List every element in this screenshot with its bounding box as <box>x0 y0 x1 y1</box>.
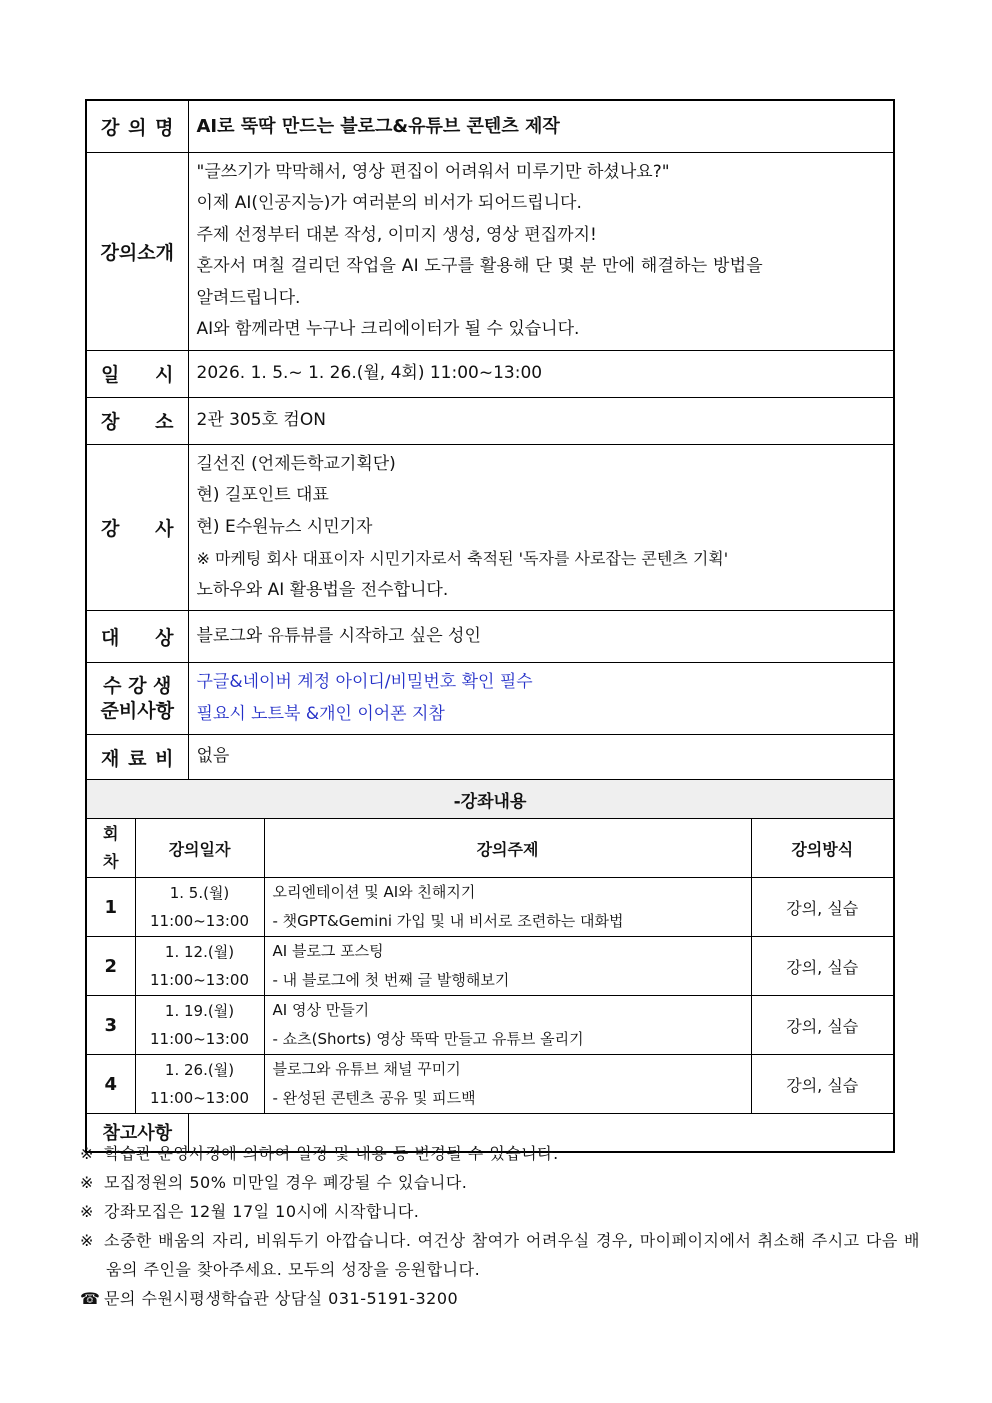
note-text: 학습관 운영사정에 의하여 일정 및 내용 등 변경될 수 있습니다. <box>104 1144 559 1163</box>
date-label: 일 시 <box>86 350 188 397</box>
note-text: 강좌모집은 12월 17일 10시에 시작합니다. <box>104 1202 420 1221</box>
session-topic-title: 오리엔테이션 및 AI와 친해지기 <box>272 883 476 901</box>
reference-mark-icon: ※ <box>80 1231 94 1250</box>
intro-label: 강의소개 <box>86 152 188 350</box>
phone-icon: ☎ <box>80 1289 101 1308</box>
preparation-item: 필요시 노트북 &개인 이어폰 지참 <box>196 703 445 724</box>
note-text: 모집정원의 50% 미만일 경우 폐강될 수 있습니다. <box>104 1173 468 1192</box>
instructor-line: 현) E수원뉴스 시민기자 <box>196 516 373 537</box>
session-topic-title: AI 블로그 포스팅 <box>272 942 384 960</box>
contact-line <box>80 1284 920 1313</box>
session-topic <box>264 878 751 937</box>
intro-line: 알려드립니다. <box>196 287 301 308</box>
reference-mark-icon: ※ <box>80 1173 94 1192</box>
intro-line: 이제 AI(인공지능)가 여러분의 비서가 되어드립니다. <box>196 193 582 213</box>
preparation-item: 구글&네이버 계정 아이디/비밀번호 확인 필수 <box>196 672 533 692</box>
preparation-list <box>188 663 894 735</box>
session-date <box>135 1055 264 1114</box>
note-item <box>80 1226 920 1284</box>
reference-label: 참고사항 <box>86 1114 188 1152</box>
header-session-line: 차 <box>103 852 119 871</box>
session-topic <box>264 996 751 1055</box>
session-number: 2 <box>86 937 135 996</box>
session-number: 3 <box>86 996 135 1055</box>
header-method: 강의방식 <box>751 819 894 878</box>
schedule-header-row <box>86 819 894 878</box>
session-date <box>135 996 264 1055</box>
instructor-line: 현) 길포인트 대표 <box>196 485 329 505</box>
session-method: 강의, 실습 <box>751 878 894 937</box>
row-intro <box>86 152 894 350</box>
session-number: 1 <box>86 878 135 937</box>
session-method: 강의, 실습 <box>751 996 894 1055</box>
intro-line: 혼자서 며칠 걸리던 작업을 AI 도구를 활용해 단 몇 분 만에 해결하는 방법을 <box>196 256 763 276</box>
session-method: 강의, 실습 <box>751 937 894 996</box>
session-topic-detail: - 챗GPT&Gemini 가입 및 내 비서로 조련하는 대화법 <box>272 912 624 930</box>
notes-section <box>80 1139 920 1313</box>
course-date: 2026. 1. 5.~ 1. 26.(월, 4회) 11:00~13:00 <box>188 350 894 397</box>
instructor-line: 노하우와 AI 활용법을 전수합니다. <box>196 579 449 600</box>
note-item <box>80 1139 920 1168</box>
session-topic-title: AI 영상 만들기 <box>272 1001 370 1019</box>
row-preparation <box>86 663 894 735</box>
session-time: 11:00~13:00 <box>149 912 250 930</box>
row-title <box>86 100 894 152</box>
row-place <box>86 397 894 444</box>
preparation-label <box>86 663 188 735</box>
contact-text: 문의 수원시평생학습관 상담실 031-5191-3200 <box>104 1289 459 1308</box>
session-day: 1. 26.(월) <box>164 1061 235 1079</box>
note-text: 소중한 배움의 자리, 비워두기 아깝습니다. 여건상 참여가 어려우실 경우, 마이페이지에서 취소해 주시고 다음 배움의 주인을 찾아주세요. 모두의 성장을 응원합니다. <box>104 1231 920 1279</box>
session-day: 1. 12.(월) <box>164 943 235 961</box>
row-fee <box>86 735 894 780</box>
intro-line: 주제 선정부터 대본 작성, 이미지 생성, 영상 편집까지! <box>196 224 597 245</box>
session-date <box>135 878 264 937</box>
session-day: 1. 19.(월) <box>164 1002 235 1020</box>
course-title: AI로 뚝딱 만드는 블로그&유튜브 콘텐츠 제작 <box>188 100 894 152</box>
header-session <box>86 819 135 878</box>
row-instructor <box>86 444 894 611</box>
course-document <box>85 99 893 1153</box>
note-item <box>80 1197 920 1226</box>
reference-mark-icon: ※ <box>80 1202 94 1221</box>
instructor-line: 길선진 (언제든학교기획단) <box>196 453 396 474</box>
instructor-line: ※ 마케팅 회사 대표이자 시민기자로서 축적된 '독자를 사로잡는 콘텐츠 기획' <box>196 549 729 568</box>
schedule-heading: -강좌내용 <box>86 780 894 819</box>
session-topic <box>264 937 751 996</box>
session-time: 11:00~13:00 <box>149 971 250 989</box>
session-day: 1. 5.(월) <box>169 884 230 902</box>
session-date <box>135 937 264 996</box>
session-time: 11:00~13:00 <box>149 1089 250 1107</box>
session-method: 강의, 실습 <box>751 1055 894 1114</box>
schedule-row <box>86 996 894 1055</box>
session-topic-detail: - 내 블로그에 첫 번째 글 발행해보기 <box>272 971 510 989</box>
course-place: 2관 305호 컴ON <box>188 397 894 444</box>
course-info-table <box>85 99 895 1153</box>
intro-line: "글쓰기가 막막해서, 영상 편집이 어려워서 미루기만 하셨나요?" <box>196 161 670 182</box>
row-section-heading <box>86 780 894 819</box>
header-topic: 강의주제 <box>264 819 751 878</box>
target-label: 대 상 <box>86 611 188 663</box>
schedule-row <box>86 937 894 996</box>
title-label: 강 의 명 <box>86 100 188 152</box>
header-date: 강의일자 <box>135 819 264 878</box>
row-date <box>86 350 894 397</box>
reference-mark-icon: ※ <box>80 1144 94 1163</box>
schedule-row <box>86 1055 894 1114</box>
preparation-label-line: 수 강 생 <box>103 674 172 697</box>
schedule-row <box>86 878 894 937</box>
instructor-label: 강 사 <box>86 444 188 611</box>
place-label: 장 소 <box>86 397 188 444</box>
intro-text <box>188 152 894 350</box>
row-target <box>86 611 894 663</box>
course-fee: 없음 <box>188 735 894 780</box>
session-topic-title: 블로그와 유튜브 채널 꾸미기 <box>272 1060 461 1078</box>
session-time: 11:00~13:00 <box>149 1030 250 1048</box>
preparation-label-line: 준비사항 <box>100 699 174 722</box>
session-number: 4 <box>86 1055 135 1114</box>
header-session-line: 회 <box>103 824 119 843</box>
instructor-info <box>188 444 894 611</box>
fee-label: 재 료 비 <box>86 735 188 780</box>
intro-line: AI와 함께라면 누구나 크리에이터가 될 수 있습니다. <box>196 319 580 339</box>
session-topic-detail: - 완성된 콘텐츠 공유 및 피드백 <box>272 1089 476 1107</box>
session-topic <box>264 1055 751 1114</box>
note-item <box>80 1168 920 1197</box>
session-topic-detail: - 쇼츠(Shorts) 영상 뚝딱 만들고 유튜브 올리기 <box>272 1030 584 1048</box>
course-target: 블로그와 유튜뷰를 시작하고 싶은 성인 <box>188 611 894 663</box>
